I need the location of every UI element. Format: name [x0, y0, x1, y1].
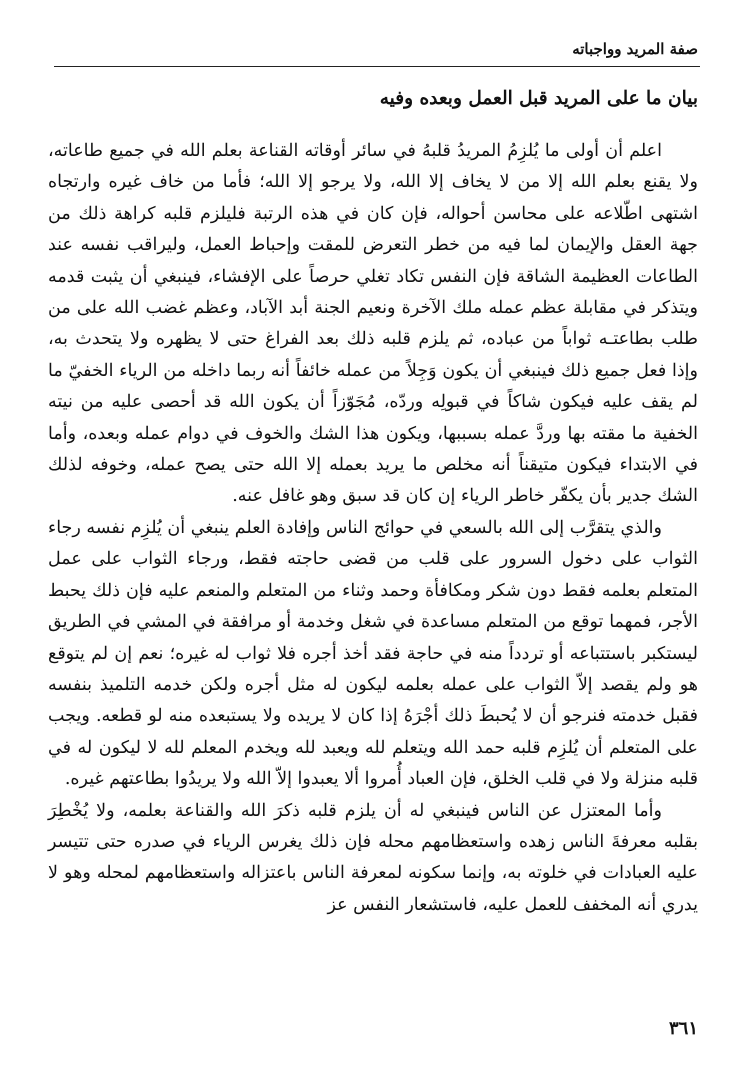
- body-text: [48, 136, 698, 921]
- header-rule: [54, 66, 700, 67]
- page-number: ٣٦١: [668, 1018, 698, 1039]
- paragraph-2: والذي يتقرَّب إلى الله بالسعي في حوائج الناس وإفادة العلم ينبغي أن يُلزِم نفسه رجاء الثواب على دخول السرور على قلب من قضى حاجته فقط، ورجاء الثواب على عمل المتعلم بعلمه فقط دون شكر ومكافأة وحمد وثناء من المتعلم والمنعم عليه فإن ذلك يحبط الأجر، فمهما توقع من المتعلم مساعدة في شغل وخدمة أو مرافقة في المشي في الطريق ليستكبر باستتباعه أو تردداً منه في حاجة فقد أخذ أجره فلا ثواب له غيره؛ نعم إن لم يتوقع هو ولم يقصد إلاّ الثواب على عمله بعلمه ليكون له مثل أجره ولكن خدمه التلميذ بنفسه فقبل خدمته فنرجو أن لا يُحبطَ ذلك أجْرَهُ إذا كان لا يريده ولا يستبعده منه لو قطعه. ويجب على المتعلم أن يُلزِم قلبه حمد الله ويتعلم لله ويعبد لله ويخدم المعلم لله لا ليكون له في قلبه منزلة ولا في قلب الخلق، فإن العباد أُمروا ألا يعبدوا إلاّ الله ولا يريدُوا بطاعتهم غيره.: [48, 517, 698, 790]
- section-title: بيان ما على المريد قبل العمل وبعده وفيه: [379, 88, 698, 109]
- running-head: صفة المريد وواجباته: [572, 40, 698, 58]
- paragraph-3: وأما المعتزل عن الناس فينبغي له أن يلزم قلبه ذكرَ الله والقناعة بعلمه، ولا يُخْطِرَ بقلبه معرفةَ الناس زهده واستعظامهم محله فإن ذلك يغرس الرياء في صدره حتى تتيسر عليه العبادات في خلوته به، وإنما سكونه لمعرفة الناس باعتزاله واستعظامهم لمحله وهو لا يدري أنه المخفف للعمل عليه، فاستشعار النفس عز: [48, 800, 698, 915]
- paragraph-1: اعلم أن أولى ما يُلزِمُ المريدُ قلبهُ في سائر أوقاته القناعة بعلم الله في جميع طاعاته، ولا يقنع بعلم الله إلا من لا يخاف إلا الله، ولا يرجو إلا الله؛ فأما من خاف غيره وارتجاه اشتهى اطّلاعه على محاسن أحواله، فإن كان في هذه الرتبة فليلزم قلبه كراهة ذلك من جهة العقل والإيمان لما فيه من خطر التعرض للمقت وإحباط العمل، وليراقب نفسه عند الطاعات العظيمة الشاقة فإن النفس تكاد تغلي حرصاً على الإفشاء، فينبغي أن يثبت قدمه ويتذكر في مقابلة عظم عمله ملك الآخرة ونعيم الجنة أبد الآباد، وعظم غضب الله على من طلب بطاعتـه ثواباً من عباده، ثم يلزم قلبه ذلك بعد الفراغ حتى لا يظهره ولا يتحدث به، وإذا فعل جميع ذلك فينبغي أن يكون وَجِلاً من عمله خائفاً أنه ربما داخله من الرياء الخفيّ ما لم يقف عليه فيكون شاكاً في قبولِه وردّه، مُجَوّزاً أن يكون الله قد أحصى عليه من نيته الخفية ما مقته بها وردَّ عمله بسببها، ويكون هذا الشك والخوف في دوام عمله وبعده، وأما في الابتداء فيكون متيقناً أنه مخلص ما يريد بعمله إلا الله حتى يصح عمله، وخوفه لذلك الشك جدير بأن يكفّر خاطر الرياء إن كان قد سبق وهو غافل عنه.: [48, 141, 698, 507]
